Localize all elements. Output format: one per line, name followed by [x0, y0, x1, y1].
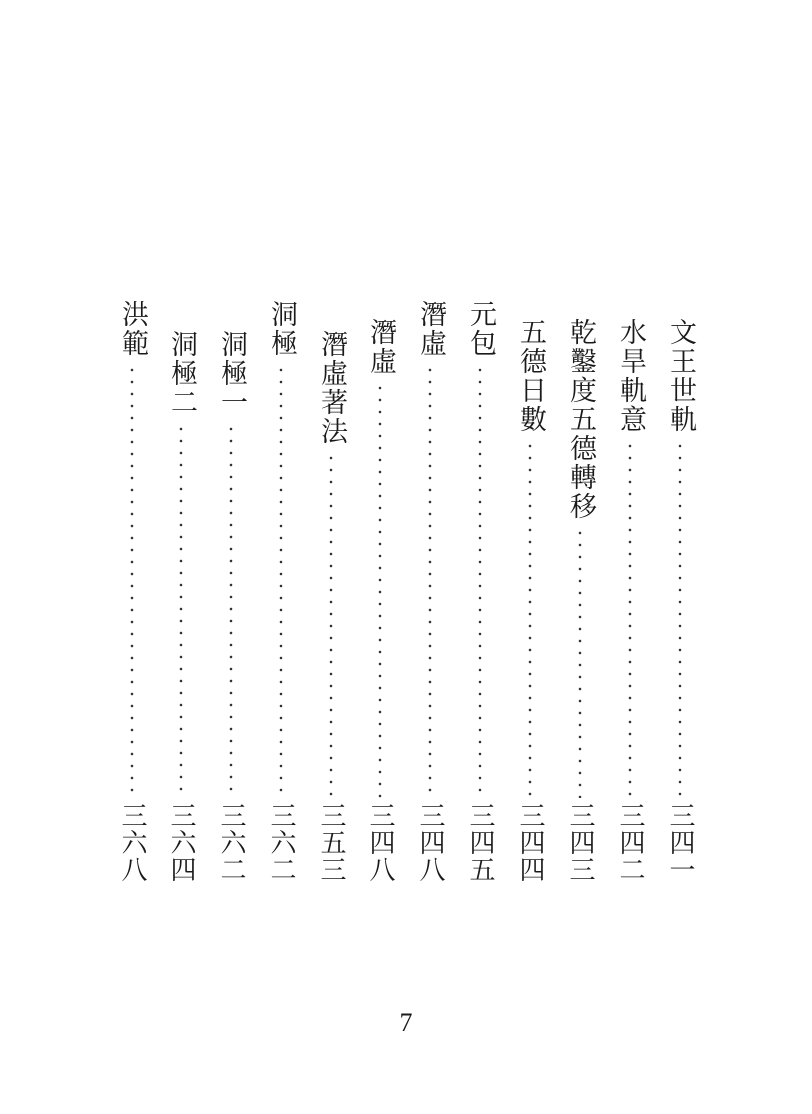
toc-leader-dots — [528, 440, 532, 798]
toc-entry-title: 水旱軌意 — [615, 318, 646, 434]
toc-entry — [612, 318, 648, 883]
toc-leader-dots — [478, 364, 482, 798]
toc-leader-dots — [428, 364, 432, 798]
toc-entry-page: 三四五 — [465, 802, 495, 883]
toc-entry-title: 洪範 — [117, 300, 148, 358]
toc-leader-dots — [179, 423, 183, 798]
toc-entry — [662, 318, 698, 883]
toc-entry-title: 潛虛 — [365, 318, 396, 376]
toc-entry-page: 三四八 — [365, 802, 395, 883]
toc-entry-title: 五德日數 — [515, 318, 546, 434]
toc-leader-dots — [329, 452, 333, 798]
toc-entry-title: 元包 — [465, 300, 496, 358]
toc-entry — [213, 330, 249, 883]
toc-entry — [562, 318, 598, 883]
toc-leader-dots — [229, 423, 233, 798]
toc-entry-title: 洞極二 — [166, 330, 197, 417]
toc-entry — [462, 300, 498, 883]
toc-entry-title: 潛虛 — [415, 300, 446, 358]
toc-leader-dots — [628, 440, 632, 798]
toc-entry-page: 三六二 — [266, 802, 296, 883]
toc-entry-page: 三四八 — [415, 802, 445, 883]
toc-leader-dots — [130, 364, 134, 798]
toc-entry — [362, 318, 398, 883]
toc-entry-page: 三四三 — [565, 802, 595, 883]
toc-entry-page: 三五三 — [316, 802, 346, 883]
toc-leader-dots — [279, 364, 283, 798]
toc-entry-page: 三六四 — [166, 802, 196, 883]
toc-entry-title: 洞極 — [266, 300, 297, 358]
toc-entry-page: 三四一 — [665, 802, 695, 883]
toc-entry-page: 三六八 — [117, 802, 147, 883]
toc-leader-dots — [578, 527, 582, 798]
toc-entry-title: 文王世軌 — [665, 318, 696, 434]
toc-entry — [263, 300, 299, 883]
toc-entry — [412, 300, 448, 883]
toc-entry-title: 洞極一 — [216, 330, 247, 417]
toc-entry-page: 三六二 — [216, 802, 246, 883]
toc-leader-dots — [378, 382, 382, 798]
toc-leader-dots — [678, 440, 682, 798]
toc-entry — [512, 318, 548, 883]
toc-entry-page: 三四四 — [515, 802, 545, 883]
page-number: 7 — [399, 1008, 413, 1037]
toc-entry-page: 三四二 — [615, 802, 645, 883]
toc-entry-title: 乾鑿度五德轉移 — [565, 318, 596, 521]
toc-entry — [114, 300, 150, 883]
toc-entry — [163, 330, 199, 883]
toc-entry — [313, 330, 349, 883]
toc-entry-title: 潛虛著法 — [316, 330, 347, 446]
